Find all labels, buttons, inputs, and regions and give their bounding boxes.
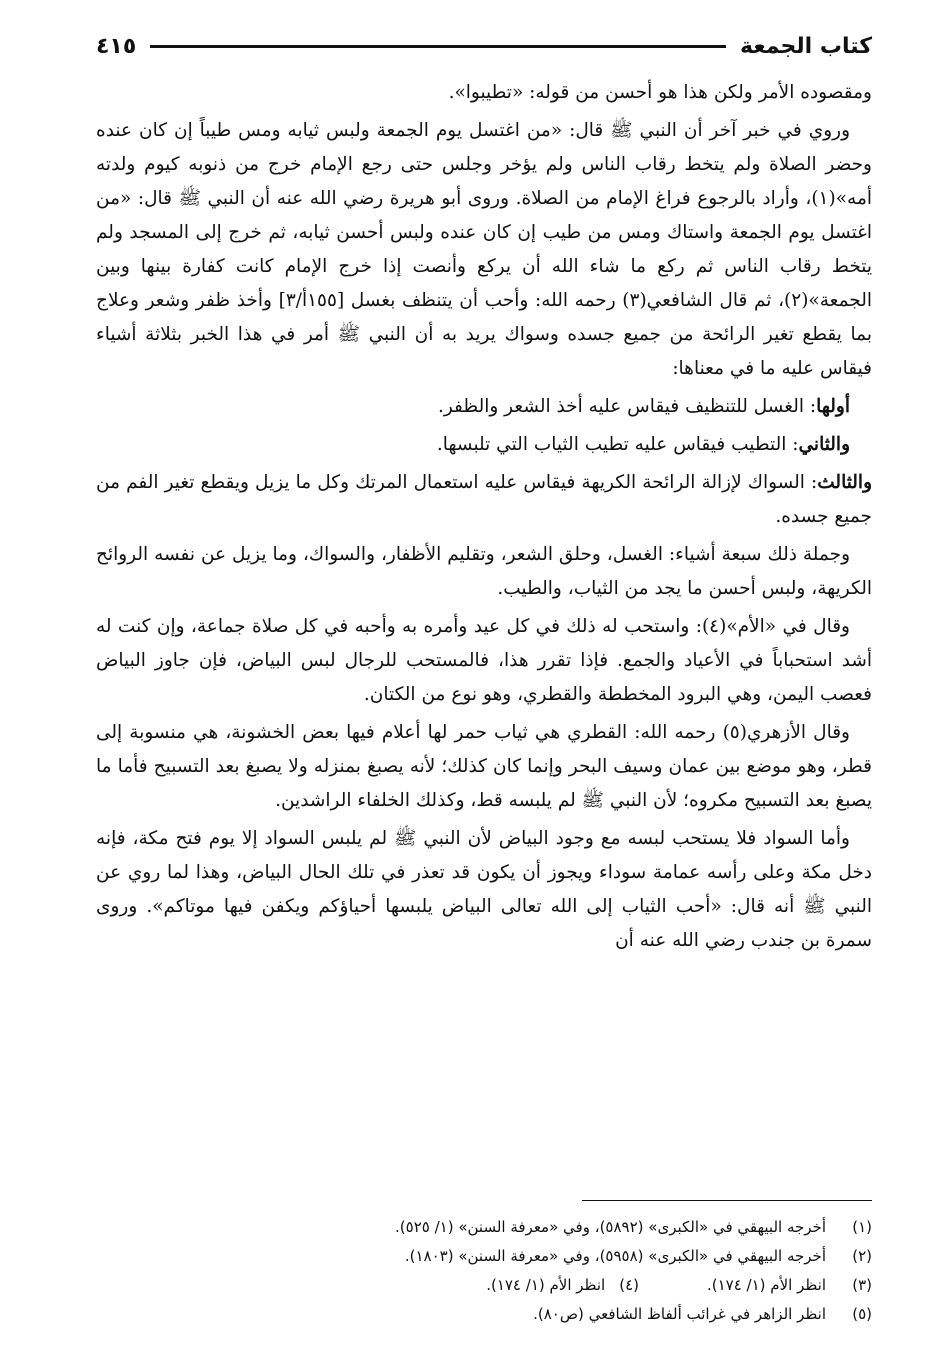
para-label: والثاني [798, 434, 850, 455]
header-rule [150, 45, 726, 48]
running-header [96, 30, 872, 62]
paragraph-9: وأما السواد فلا يستحب لبسه مع وجود البياض لأن النبي ﷺ لم يلبس السواد إلا يوم فتح مكة، فإنه دخل مكة وعلى رأسه عمامة سوداء ويجوز أن يكون قد تعذر في تلك الحال البياض، وهذا لما روي عن النبي ﷺ أنه قال: «أحب الثياب إلى الله تعالى البياض يلبسها أحياؤكم ويكفن فيها موتاكم». وروى سمرة بن جندب رضي الله عنه أن [96, 828, 872, 951]
paragraph-7: وقال في «الأم»(٤): واستحب له ذلك في كل عيد وأمره به وأحبه في كل صلاة جماعة، وإن كنت له أشد استحباباً في الأعياد والجمع. فإذا تقرر هذا، فالمستحب للرجال لبس البياض، فإن جاوز البياض فعصب اليمن، وهي البرود المخططة والقطري، وهو نوع من الكتان. [96, 616, 872, 705]
footnote-5: (٥) انظر الزاهر في غرائب ألفاظ الشافعي (ص٨٠). [533, 1305, 872, 1323]
paragraph-5: والثالث: السواك لإزالة الرائحة الكريهة فيقاس عليه استعمال المرتك وكل ما يزيل ويقطع تغير الفم من جميع جسده. [96, 472, 872, 527]
footnote-3-4: (٣) انظر الأم (١/ ١٧٤). (٤) انظر الأم (١/ ١٧٤). [486, 1276, 872, 1294]
para-label: والثالث [817, 472, 872, 493]
paragraph-8: وقال الأزهري(٥) رحمه الله: القطري هي ثياب حمر لها أعلام فيها بعض الخشونة، هي منسوبة إلى قطر، وهو موضع بين عمان وسيف البحر وإنما كان كذلك؛ لأنه يصبغ بمنزله ولا يصبغ بعد التسبيح فأما ما يصبغ بعد التسبيح مكروه؛ لأن النبي ﷺ لم يلبسه قط، وكذلك الخلفاء الراشدين. [96, 722, 872, 811]
paragraph-2: وروي في خبر آخر أن النبي ﷺ قال: «من اغتسل يوم الجمعة ولبس ثيابه ومس طيباً إن كان عنده وحضر الصلاة ولم يتخط رقاب الناس ولم يؤخر وجلس حتى رجع الإمام خرج من ذنوبه كيوم ولدته أمه»(١)، وأراد بالرجوع فراغ الإمام من الصلاة. وروى أبو هريرة رضي الله عنه أن النبي ﷺ قال: «من اغتسل يوم الجمعة واستاك ومس من طيب إن كان عنده ولبس أحسن ثيابه، ثم خرج إلى المسجد ولم يتخط رقاب الناس ثم ركع ما شاء الله أن يركع وأنصت إذا خرج الإمام كانت كفارة بينها وبين الجمعة»(٢)، ثم قال الشافعي(٣) رحمه الله: وأحب أن يتنظف بغسل [١٥٥أ/٣] وأخذ ظفر وشعر وعلاج بما يقطع تغير الرائحة من جميع جسده وسواك يريد به أن النبي ﷺ أمر في هذا الخبر بثلاثة أشياء فيقاس عليه ما في معناها: [96, 120, 872, 379]
footnote-2: (٢) أخرجه البيهقي في «الكبرى» (٥٩٥٨)، وفي «معرفة السنن» (١٨٠٣). [404, 1247, 872, 1265]
page-number: ٤١٥ [96, 33, 137, 59]
body-text [96, 76, 872, 958]
paragraph-6: وجملة ذلك سبعة أشياء: الغسل، وحلق الشعر، وتقليم الأظفار، والسواك، وما يزيل عن نفسه الروائح الكريهة، ولبس أحسن ما يجد من الثياب، والطيب. [96, 544, 872, 599]
paragraph-4: والثاني: التطيب فيقاس عليه تطيب الثياب التي تلبسها. [436, 434, 850, 455]
footnote-rule [582, 1200, 872, 1201]
footnote-1: (١) أخرجه البيهقي في «الكبرى» (٥٨٩٢)، وفي «معرفة السنن» (١/ ٥٢٥). [395, 1218, 872, 1236]
para-label: أولها [816, 396, 850, 417]
chapter-title: كتاب الجمعة [740, 33, 872, 59]
paragraph-3: أولها: الغسل للتنظيف فيقاس عليه أخذ الشعر والظفر. [437, 396, 850, 417]
paragraph-1: ومقصوده الأمر ولكن هذا هو أحسن من قوله: «تطيبوا». [448, 82, 872, 103]
document-page [96, 30, 872, 1323]
footnotes [96, 1200, 872, 1329]
